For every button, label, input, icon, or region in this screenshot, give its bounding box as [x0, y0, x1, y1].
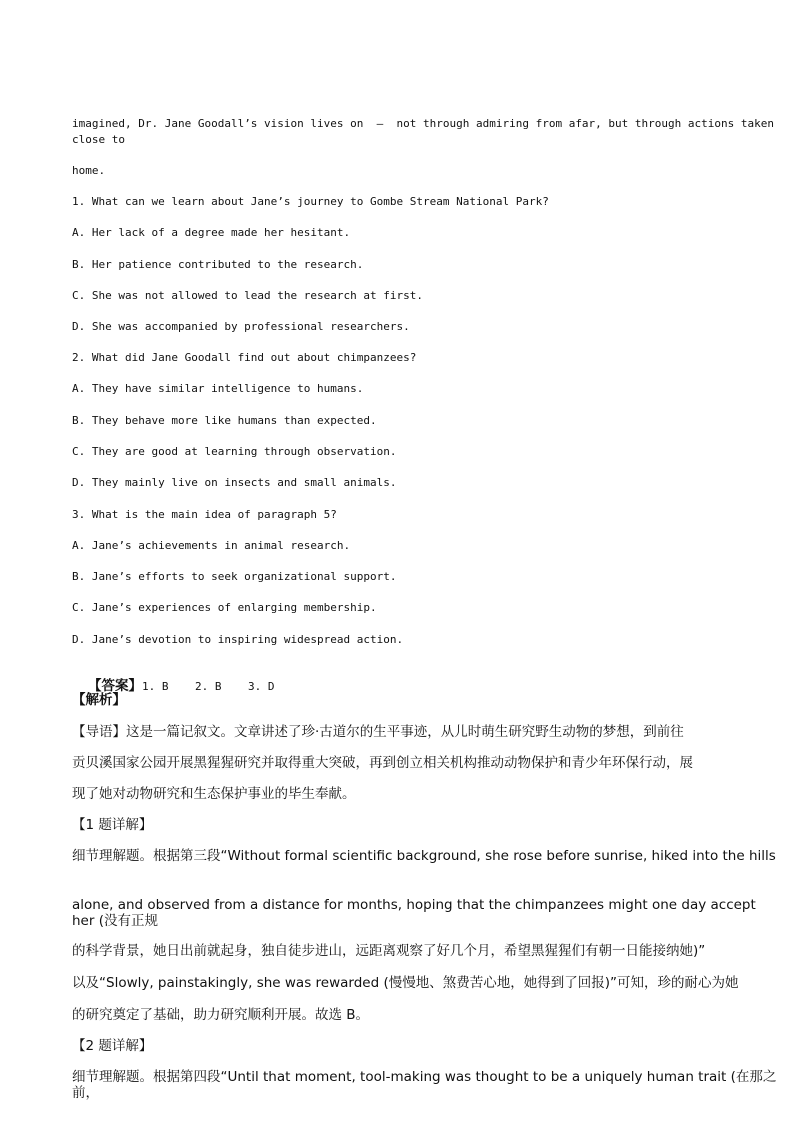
q1-detail-heading: 【1 题详解】 — [72, 817, 153, 833]
question-1-stem: 1. What can we learn about Jane’s journey to Gombe Stream National Park? — [72, 195, 549, 208]
q1-detail-line-3: 的科学背景，她日出前就起身，独自徒步进山，远距离观察了好几个月，希望黑猩猩们有朝一日能接纳她)” — [72, 943, 706, 959]
intro-line-3: 现了她对动物研究和生态保护事业的毕生奉献。 — [72, 786, 356, 802]
q1-detail-line-4: 以及“Slowly, painstakingly, she was rewarded (慢慢地、煞费苦心地，她得到了回报)”可知，珍的耐心为她 — [72, 975, 739, 991]
q1-detail-line-1: 细节理解题。根据第三段“Without formal scientific background, she rose before sunrise, hiked into the hills — [72, 848, 776, 864]
question-3-option-c: C. Jane’s experiences of enlarging membership. — [72, 601, 377, 614]
q2-detail-heading: 【2 题详解】 — [72, 1038, 153, 1054]
passage-tail-line-1: imagined, Dr. Jane Goodall’s vision lives on — not through admiring from afar, but through actions taken close to — [72, 117, 781, 146]
answer-value: 1. B 2. B 3. D — [142, 679, 275, 693]
question-3-option-d: D. Jane’s devotion to inspiring widespread action. — [72, 633, 404, 646]
analysis-label: 【解析】 — [72, 692, 126, 708]
question-1-option-b: B. Her patience contributed to the research. — [72, 258, 364, 271]
question-2-option-b: B. They behave more like humans than expected. — [72, 414, 377, 427]
intro-line-2: 贡贝溪国家公园开展黑猩猩研究并取得重大突破，再到创立相关机构推动动物保护和青少年环保行动，展 — [72, 755, 693, 771]
q2-detail-line-1: 细节理解题。根据第四段“Until that moment, tool-making was thought to be a uniquely human trait (在那之前， — [72, 1069, 777, 1101]
q1-detail-line-5: 的研究奠定了基础，助力研究顺利开展。故选 B。 — [72, 1007, 370, 1023]
answer-label: 【答案】 — [88, 677, 142, 694]
question-1-option-d: D. She was accompanied by professional researchers. — [72, 320, 410, 333]
intro-line-1: 【导语】这是一篇记叙文。文章讲述了珍·古道尔的生平事迹，从儿时萌生研究野生动物的梦想，到前往 — [72, 724, 684, 740]
question-3-stem: 3. What is the main idea of paragraph 5? — [72, 508, 337, 521]
question-2-option-c: C. They are good at learning through observation. — [72, 445, 397, 458]
question-2-option-d: D. They mainly live on insects and small animals. — [72, 476, 397, 489]
question-1-option-c: C. She was not allowed to lead the research at first. — [72, 289, 423, 302]
passage-tail-line-2: home. — [72, 164, 106, 177]
q1-detail-line-2: alone, and observed from a distance for months, hoping that the chimpanzees might one day accept her (没有正规 — [72, 897, 761, 929]
question-3-option-a: A. Jane’s achievements in animal research. — [72, 539, 351, 552]
question-3-option-b: B. Jane’s efforts to seek organizational support. — [72, 570, 397, 583]
question-1-option-a: A. Her lack of a degree made her hesitant. — [72, 226, 351, 239]
question-2-option-a: A. They have similar intelligence to humans. — [72, 382, 364, 395]
question-2-stem: 2. What did Jane Goodall find out about chimpanzees? — [72, 351, 417, 364]
